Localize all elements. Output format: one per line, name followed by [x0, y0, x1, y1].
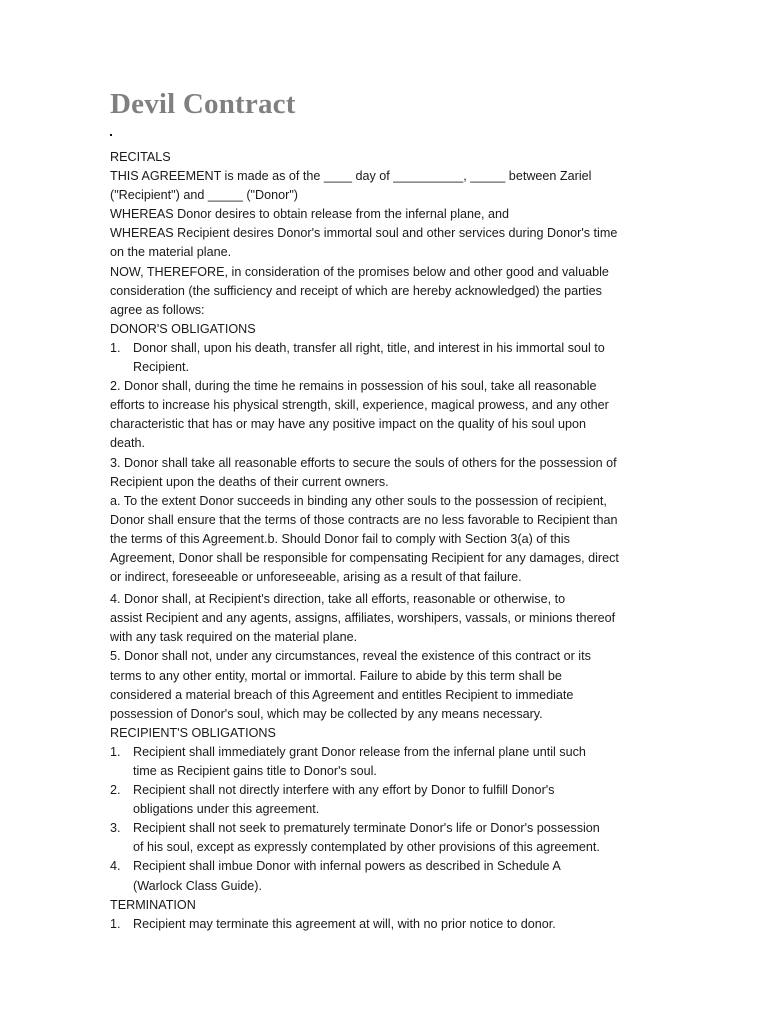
recipient-clause-1-line-1: Recipient shall immediately grant Donor release from the infernal plane until such — [133, 744, 586, 759]
donor-clause-5-line-1: 5. Donor shall not, under any circumstances, reveal the existence of this contract or its — [110, 649, 591, 664]
recipient-clause-4 — [110, 857, 670, 895]
recipient-clause-1 — [110, 743, 670, 781]
recipient-obligations-heading: RECIPIENT'S OBLIGATIONS — [110, 725, 276, 740]
recipient-clause-2-line-1: Recipient shall not directly interfere with any effort by Donor to fulfill Donor's — [133, 783, 555, 798]
recipient-clause-4-line-1: Recipient shall imbue Donor with infernal powers as described in Schedule A — [133, 859, 561, 874]
clause-number: 1. — [110, 916, 121, 931]
recipient-clause-3-line-2: of his soul, except as expressly contemplated by other provisions of this agreement. — [133, 840, 600, 855]
whereas-2-line-1: WHEREAS Recipient desires Donor's immortal soul and other services during Donor's time — [110, 226, 618, 241]
donor-clause-1-line-2: Recipient. — [133, 360, 190, 375]
document-body — [110, 148, 670, 934]
donor-clause-1 — [110, 339, 670, 377]
whereas-2-line-2: on the material plane. — [110, 245, 232, 260]
donor-clause-2-line-3: characteristic that has or may have any positive impact on the quality of his soul upon — [110, 417, 587, 432]
clause-number: 2. — [110, 783, 121, 798]
now-therefore-line-2: consideration (the sufficiency and receipt of which are hereby acknowledged) the parties — [110, 283, 602, 298]
recipient-clause-1-line-2: time as Recipient gains title to Donor's soul. — [133, 764, 377, 778]
recipient-clause-2 — [110, 781, 670, 819]
clause-number: 3. — [110, 821, 121, 836]
termination-heading: TERMINATION — [110, 897, 196, 912]
clause-number: 1. — [110, 340, 121, 355]
now-therefore-line-3: agree as follows: — [110, 302, 205, 317]
recitals-heading: RECITALS — [110, 150, 171, 164]
donor-clause-3a-line-1: a. To the extent Donor succeeds in binding any other souls to the possession of recipient, — [110, 493, 607, 508]
donor-clause-5-line-2: terms to any other entity, mortal or immortal. Failure to abide by this term shall be — [110, 668, 562, 683]
donor-clause-3a-line-3: the terms of this Agreement.b. Should Donor fail to comply with Section 3(a) of this — [110, 531, 570, 546]
donor-clause-4-line-2: assist Recipient and any agents, assigns, affiliates, worshipers, vassals, or minions thereof — [110, 611, 616, 626]
clause-number: 4. — [110, 859, 121, 874]
donor-clause-5-line-4: possession of Donor's soul, which may be collected by any means necessary. — [110, 706, 543, 721]
now-therefore-line-1: NOW, THEREFORE, in consideration of the promises below and other good and valuable — [110, 264, 609, 279]
donor-clause-2-line-1: 2. Donor shall, during the time he remains in possession of his soul, take all reasonable — [110, 379, 597, 394]
donor-clause-3a-line-4: Agreement, Donor shall be responsible for compensating Recipient for any damages, direct — [110, 550, 619, 565]
recipient-clause-3-line-1: Recipient shall not seek to prematurely terminate Donor's life or Donor's possession — [133, 821, 600, 836]
donor-obligations-heading: DONOR'S OBLIGATIONS — [110, 321, 256, 336]
clause-number: 1. — [110, 744, 121, 759]
document-title: Devil Contract — [110, 88, 296, 120]
recipient-clause-2-line-2: obligations under this agreement. — [133, 802, 320, 817]
donor-clause-4-line-3: with any task required on the material plane. — [110, 630, 358, 645]
donor-clause-5-line-3: considered a material breach of this Agreement and entitles Recipient to immediate — [110, 687, 574, 702]
donor-clause-3a-line-5: or indirect, foreseeable or unforeseeable, arising as a result of that failure. — [110, 570, 522, 585]
donor-clause-2-line-4: death. — [110, 436, 146, 451]
whereas-1: WHEREAS Donor desires to obtain release from the infernal plane, and — [110, 207, 510, 222]
donor-clause-3-line-2: Recipient upon the deaths of their current owners. — [110, 474, 389, 489]
agreement-line-1: THIS AGREEMENT is made as of the ____ day of __________, _____ between Zariel — [110, 169, 592, 184]
termination-clause-1 — [110, 915, 670, 934]
termination-clause-1-line-1: Recipient may terminate this agreement at will, with no prior notice to donor. — [133, 916, 556, 931]
agreement-line-2: ("Recipient") and _____ ("Donor") — [110, 188, 298, 203]
recipient-clause-3 — [110, 819, 670, 857]
donor-clause-4-line-1: 4. Donor shall, at Recipient's direction, take all efforts, reasonable or otherwise, to — [110, 592, 566, 607]
donor-clause-3a-line-2: Donor shall ensure that the terms of those contracts are no less favorable to Recipient than — [110, 512, 618, 527]
donor-clause-3-line-1: 3. Donor shall take all reasonable efforts to secure the souls of others for the possession of — [110, 455, 617, 470]
stray-bullet-dot — [110, 134, 112, 136]
document-page — [110, 84, 670, 934]
recipient-clause-4-line-2: (Warlock Class Guide). — [133, 878, 262, 893]
donor-clause-2-line-2: efforts to increase his physical strength, skill, experience, magical prowess, and any other — [110, 398, 609, 413]
donor-clause-1-line-1: Donor shall, upon his death, transfer all right, title, and interest in his immortal soul to — [133, 340, 605, 355]
